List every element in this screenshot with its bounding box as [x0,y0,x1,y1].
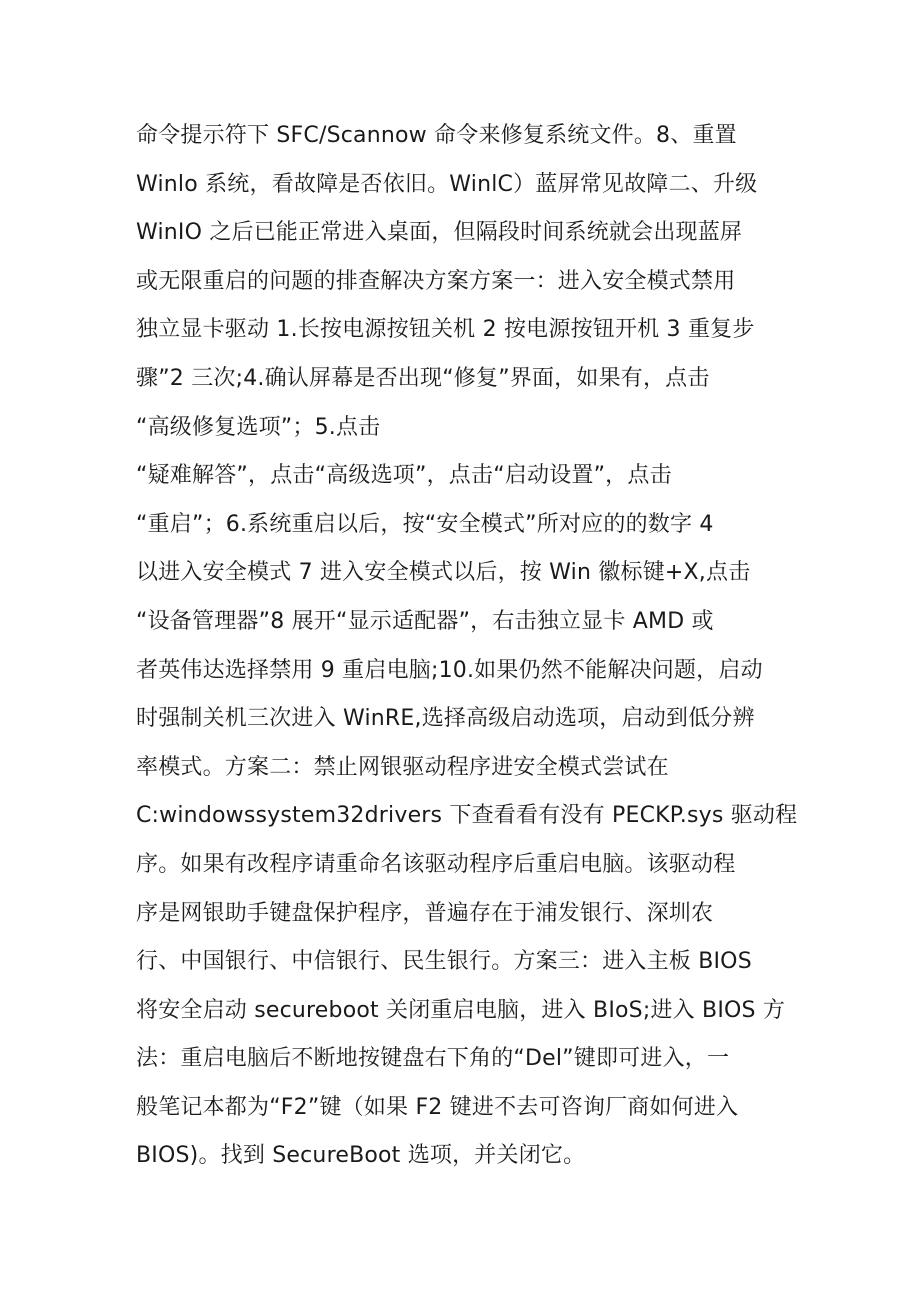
text-line-4: 或无限重启的问题的排查解决方案方案一：进入安全模式禁用 [136,268,736,294]
text-line-9: “重启”；6.系统重启以后，按“安全模式”所对应的的数字 4 [136,511,714,537]
text-line-20: 法：重启电脑后不断地按键盘右下角的“Del”键即可进入，一 [136,1046,730,1072]
text-line-12: 者英伟达选择禁用 9 重启电脑;10.如果仍然不能解决问题，启动 [136,657,763,683]
text-line-21: 般笔记本都为“F2”键（如果 F2 键进不去可咨询厂商如何进入 [136,1094,739,1120]
text-line-5: 独立显卡驱动 1.长按电源按钮关机 2 按电源按钮开机 3 重复步 [136,317,755,343]
body-text [136,112,796,1181]
text-line-1: 命令提示符下 SFC/Scannow 命令来修复系统文件。8、重置 [136,123,737,148]
text-line-3: WinIO 之后已能正常进入桌面，但隔段时间系统就会出现蓝屏 [136,220,743,246]
text-line-7: “高级修复选项”；5.点击 [136,414,381,440]
text-line-18: 行、中国银行、中信银行、民生银行。方案三：进入主板 BIOS [136,949,752,975]
text-line-6: 骤”2 三次;4.确认屏幕是否出现“修复”界面，如果有，点击 [136,365,710,391]
text-line-16: 序。如果有改程序请重命名该驱动程序后重启电脑。该驱动程 [136,851,736,877]
text-line-13: 时强制关机三次进入 WinRE,选择高级启动选项，启动到低分辨 [136,706,755,732]
text-line-10: 以进入安全模式 7 进入安全模式以后，按 Win 徽标键+X,点击 [136,560,751,586]
text-line-8: “疑难解答”，点击“高级选项”，点击“启动设置”，点击 [136,463,672,489]
text-line-19: 将安全启动 secureboot 关闭重启电脑，进入 BIoS;进入 BIOS 方 [136,997,786,1023]
text-line-15: C:windowssystem32drivers 下查看看有没有 PECKP.sys 驱动程 [136,803,798,829]
text-line-11: “设备管理器”8 展开“显示适配器”，右击独立显卡 AMD 或 [136,608,714,634]
text-line-2: Winlo 系统，看故障是否依旧。WinlC）蓝屏常见故障二、升级 [136,171,758,197]
text-line-22: BIOS)。找到 SecureBoot 选项，并关闭它。 [136,1143,586,1169]
text-line-14: 率模式。方案二：禁止网银驱动程序进安全模式尝试在 [136,754,669,780]
text-line-17: 序是网银助手键盘保护程序，普遍存在于浦发银行、深圳农 [136,900,714,926]
